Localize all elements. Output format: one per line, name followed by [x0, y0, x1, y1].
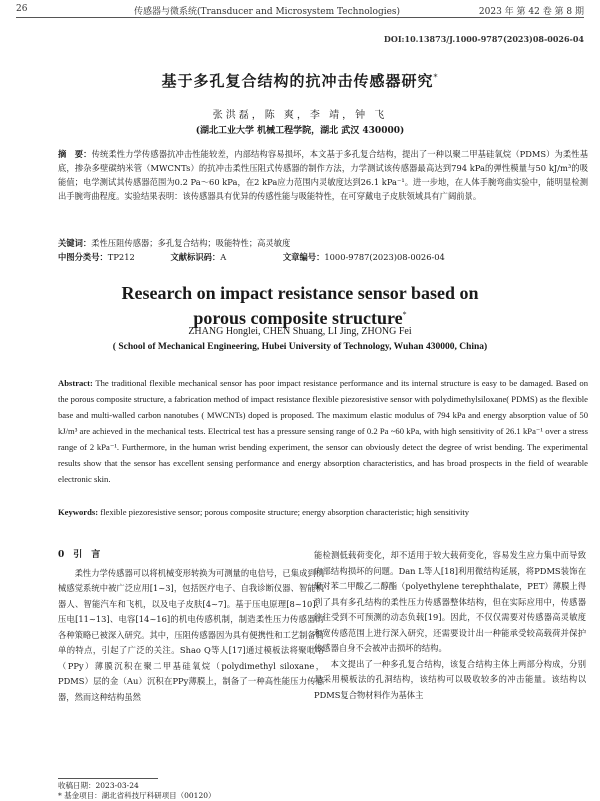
body-left-column: [58, 548, 324, 705]
received-date: 收稿日期：2023-03-24: [58, 781, 139, 790]
cn-keywords-text: 柔性压阻传感器；多孔复合结构；吸能特性；高灵敏度: [91, 238, 291, 248]
en-title-mark: *: [402, 310, 407, 319]
doi: DOI:10.13873/J.1000-9787(2023)08-0026-04: [383, 34, 584, 44]
doc-code-label: 文献标识码：: [170, 252, 221, 262]
cn-classification: [58, 251, 588, 263]
footnote-divider: [58, 778, 158, 779]
cn-authors: 张洪磊，陈 爽，李 靖，钟 飞: [212, 110, 388, 121]
cn-affiliation: (湖北工业大学 机械工程学院，湖北 武汉 430000): [195, 126, 405, 136]
cn-abstract-text: 传统柔性力学传感器抗冲击性能较差，内部结构容易损坏，本文基于多孔复合结构，提出了一种以聚二甲基硅氧烷（PDMS）为柔性基底，掺杂多壁碳纳米管（MWCNTs）的抗冲击柔性压阻式传感器的制作方法，力学测试该传感器最高达到794 kPa的弹性模量与50 kJ/m³的吸能值；电学测试其传感器范围为0.2 Pa～60 kPa，在2 kPa应力范围内灵敏度达到26.1 kPa⁻¹。进一步地，在人体手腕弯曲实验中，能明显检测出手腕弯曲程度。实验结果表明：该传感器具有优异的传感性能与吸能特性，在可穿戴电子皮肤领域具有广阔前景。: [58, 149, 588, 201]
en-authors: ZHANG Honglei, CHEN Shuang, LI Jing, ZHONG Fei: [188, 326, 412, 337]
body-right-column: [314, 548, 586, 703]
en-title-line1: Research on impact resistance sensor based on: [121, 283, 479, 303]
cn-keywords-label: 关键词：: [58, 238, 92, 248]
body-paragraph: 能检测低载荷变化，却不适用于较大载荷变化，容易发生应力集中而导致内部结构损坏的问题。Dan L等人[18]利用微结构延展，将PDMS装饰在聚对苯二甲酸乙二醇酯（polyethylene terephthalate，PET）薄膜上得到了具有多孔结构的柔性压力传感器整体结构，但在实际应用中，传感器往往受到不可预测的动态负载[19]。因此，不仅仅需要对传感器高灵敏度和宽传感范围上进行深入研究，还需要设计出一种能承受较高载荷并保护传感器自身不会被冲击损坏的结构。: [314, 550, 586, 653]
en-keywords-label: Keywords:: [58, 507, 99, 517]
cn-keywords: [58, 237, 588, 249]
cn-title: [0, 70, 600, 91]
en-title: [0, 282, 600, 329]
cn-abstract-label: 摘 要：: [58, 149, 92, 159]
clc-value: TP212: [107, 252, 135, 262]
article-no-label: 文章编号：: [282, 252, 325, 262]
clc-label: 中图分类号：: [58, 252, 108, 262]
running-header: [16, 4, 584, 18]
body-paragraph: 柔性力学传感器可以将机械变形转换为可测量的电信号，已集成到机械感觉系统中被广泛应用[1~3]，包括医疗电子、自我诊断仪器、智能机器人、智能汽车和飞机，以及电子皮肤[4~7]。基于压电原理[8~10]、压电[11~13]、电容[14~16]的机电传感机制，制造柔性压力传感器的各种策略已被深入研究。其中，压阻传感器因为具有便携性和工艺制备简单的特点，引起了广泛的关注。Shao Q等人[17]通过模板法将聚吡咯（PPy）薄膜沉积在聚二甲基硅氧烷（polydimethyl siloxane，PDMS）层的金（Au）沉积在PPy薄膜上，制备了一种高性能压力传感器，然而这种结构虽然: [58, 567, 324, 702]
header-divider: [16, 17, 584, 18]
fund-note: * 基金项目：湖北省科技厅科研项目（00120）: [58, 791, 216, 800]
doc-code-value: A: [220, 252, 227, 262]
body-paragraph: 本文提出了一种多孔复合结构，该复合结构主体上两部分构成，分别是采用模板法的孔洞结构，该结构可以吸收较多的冲击能量。该结构以PDMS复合物材料作为基体主: [314, 658, 586, 700]
page-number: 26: [16, 4, 28, 14]
cn-title-mark: *: [433, 73, 439, 82]
cn-abstract: [58, 147, 588, 203]
article-no-value: 1000-9787(2023)08-0026-04: [324, 252, 445, 262]
en-affiliation: ( School of Mechanical Engineering, Hubei University of Technology, Wuhan 430000, China): [112, 342, 488, 352]
en-keywords: [58, 505, 588, 520]
section-heading: 0 引 言: [58, 550, 101, 560]
cn-title-text: 基于多孔复合结构的抗冲击传感器研究: [161, 72, 434, 90]
en-keywords-text: flexible piezoresistive sensor; porous composite structure; energy absorption characteristic; high sensitivity: [100, 507, 470, 517]
en-title-line2: porous composite structure: [193, 308, 403, 328]
journal-name: 传感器与微系统(Transducer and Microsystem Technologies): [134, 7, 401, 17]
volume-info: 2023 年 第 42 卷 第 8 期: [478, 7, 584, 17]
en-abstract-label: Abstract:: [58, 378, 93, 388]
en-abstract-text: The traditional flexible mechanical sensor has poor impact resistance performance and its internal structure is easy to be damaged. Based on the porous composite structure, a fabrication method of impact resistance flexible piezoresistive sensor with polydimethylsiloxane( PDMS) as the flexible base and multi-walled carbon nanotubes ( MWCNTs) doped is proposed. The maximum elastic modulus of 794 kPa and energy absorption value of 50 kJ/m³ are achieved in the mechanical tests. Electrical test has a pressure sensing range of 0.2 Pa ~60 kPa, with high sensitivity of 26.1 kPa⁻¹ over a stress range of 2 kPa⁻¹. Furthermore, in the human wrist bending experiment, the sensor can obviously detect the degree of wrist bending. The experimental results show that the sensor has excellent sensing performance and energy absorption characteristics, and has broad prospects in the field of wearable electronic skin.: [58, 378, 588, 484]
en-abstract: [58, 375, 588, 487]
